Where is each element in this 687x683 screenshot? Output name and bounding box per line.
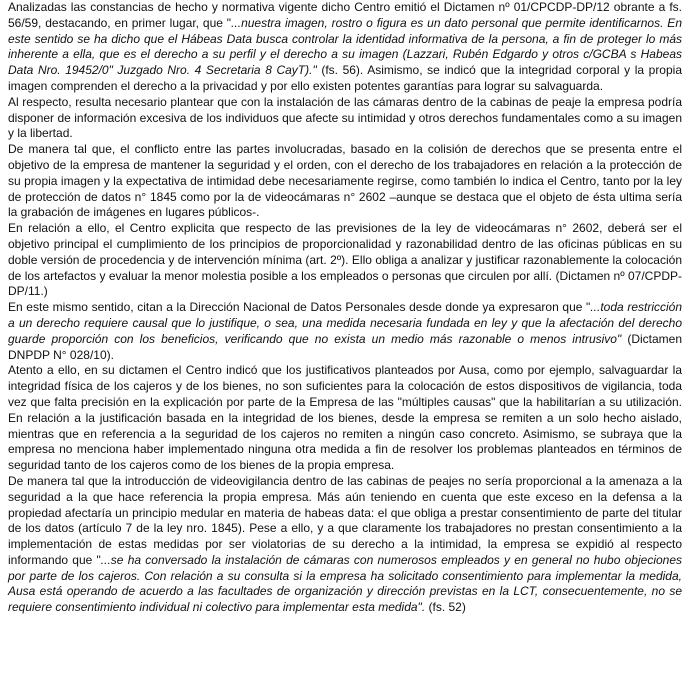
quote-italic: ...nuestra imagen, rostro o figura es un dato personal que permite identificarnos. En este sentido se ha dicho que el Hábeas Data busca controlar la identidad informativa de la persona, a fin de proteger lo más inherente a ella, que es el derecho a su perfil y el derecho a su imagen (Lazzari, Rubén Edgardo y otros c/GCBA s Habeas Data Nro. 19452/0" Juzgado Nro. 4 Secretaria 8 CayT)." [8, 15, 682, 78]
paragraph-camaras-peaje [8, 95, 682, 142]
text-segment: En este mismo sentido, citan a la Dirección Nacional de Datos Personales desde donde ya expresaron que " [8, 300, 591, 315]
text-segment: Al respecto, resulta necesario plantear que con la instalación de las cámaras dentro de la cabinas de peaje la empresa podría disponer de información excesiva de los individuos que afecte su intimidad y otros derechos fundamentales como a su imagen y la libertad. [8, 94, 682, 141]
paragraph-dnpdp-cita [8, 300, 682, 363]
paragraph-justificativos-ausa [8, 363, 682, 474]
text-segment: (Dictamen DNPDP N° 028/10). [8, 331, 683, 362]
paragraph-dictamen-imagen [8, 0, 682, 95]
document-body [8, 0, 682, 616]
paragraph-videovigilancia-proporcionalidad [8, 474, 682, 616]
quote-italic: ...toda restricción a un derecho requiere causal que lo justifique, o sea, una medida necesaria fundada en ley y que la afectación del derecho guarde proporción con los beneficios, verificando que no exista un medio más razonable o menos intrusivo" [8, 300, 682, 346]
text-segment: En relación a ello, el Centro explicita que respecto de las previsiones de la ley de videocámaras n° 2602, deberá ser el objetivo principal el cumplimiento de los principios de proporcionalidad y razonabilidad dentro de las oficinas públicas en su doble versión de procedencia y de intervención mínima (art. 2º). Ello obliga a analizar y justificar razonablemente la colocación de los artefactos y evaluar la menor molestia posible a los empleados o personas que circulen por allí. (Dictamen nº 07/CPDP-DP/11.) [8, 221, 682, 299]
text-segment: Analizadas las constancias de hecho y normativa vigente dicho Centro emitió el Dictamen nº 01/CPCDP-DP/12 obrante a fs. 56/59, destacando, en primer lugar, que " [8, 0, 682, 30]
text-segment: (fs. 52) [425, 600, 466, 615]
text-segment: Atento a ello, en su dictamen el Centro indicó que los justificativos planteados por Ausa, como por ejemplo, salvaguardar la integridad física de los cajeros y de los bienes, no son suficientes para la colocación de estos dispositivos de vigilancia, toda vez que falta precisión en la explicación por parte de la Empresa de las "múltiples causas" que la habilitarían a su utilización. En relación a la justificación basada en la integridad de los bienes, desde la empresa se remiten a un solo hecho aislado, mientras que en referencia a la seguridad de los cajeros no remiten a ningún caso concreto. Asimismo, se subraya que la empresa no menciona haber implementado ninguna otra medida a fin de resolver los problemas planteados en términos de seguridad tanto de los cajeros como de los bienes de la propia empresa. [8, 363, 682, 473]
paragraph-ley-videocamaras [8, 221, 682, 300]
text-segment: De manera tal que la introducción de videovigilancia dentro de las cabinas de peajes no sería proporcional a la amenaza a la seguridad a la que hace referencia la propia empresa. Más aún teniendo en cuenta que este exceso en la defensa a la propiedad afectaría un principio medular en materia de habeas data: el que obliga a prestar consentimiento de parte del titular de los datos (artículo 7 de la ley nro. 1845). Pese a ello, y a que claramente los trabajadores no prestan consentimiento a la implementación de estas medidas por ser violatorias de su derecho a la intimidad, la empresa se expidió al respecto informando que " [8, 473, 682, 567]
text-segment: De manera tal que, el conflicto entre las partes involucradas, basado en la colisión de derechos que se presenta entre el objetivo de la empresa de mantener la seguridad y el orden, con el derecho de los trabajadores en relación a la protección de su propia imagen y la expectativa de intimidad debe necesariamente regirse, como también lo indica el Centro, tanto por la ley de protección de datos n° 1845 como por la de videocámaras n° 2602 –aunque se destaca que el objeto de ésta ultima sería la grabación de imágenes en lugares públicos-. [8, 142, 682, 220]
paragraph-conflicto-derechos [8, 142, 682, 221]
quote-italic: ...se ha conversado la instalación de cámaras con numerosos empleados y en general no hubo objeciones por parte de los cajeros. Con relación a su consulta si la empresa ha solicitado consentimiento para implementar la medida, Ausa está operando de acuerdo a las facultades de organización y dirección previstas en la LCT, consecuentemente, no se requiere consentimiento individual ni colectivo para implementar esta medida". [8, 552, 683, 615]
text-segment: (fs. 56). Asimismo, se indicó que la integridad corporal y la propia imagen comprenden el derecho a la privacidad y por ello existen potentes garantías para lograr su salvaguarda. [8, 63, 682, 93]
